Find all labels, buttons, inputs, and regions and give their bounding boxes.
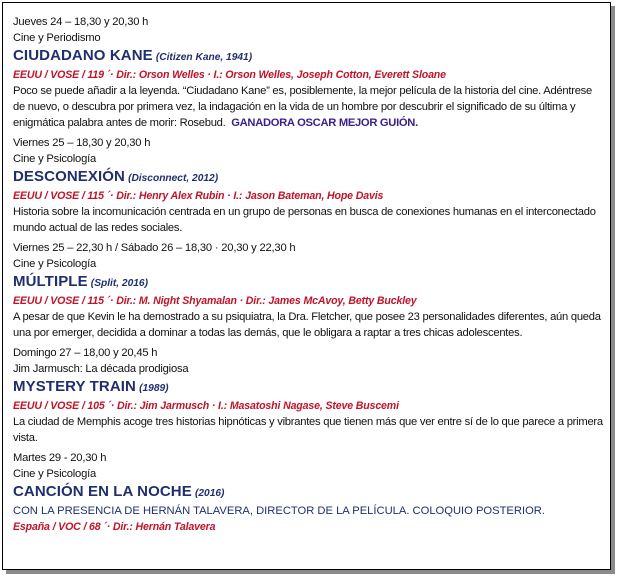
award-text: GANADORA OSCAR MEJOR GUIÓN. <box>231 117 418 129</box>
film-synopsis <box>13 83 603 131</box>
schedule-content <box>13 14 603 539</box>
event-citizen-kane <box>13 14 603 131</box>
film-synopsis: A pesar de que Kevin le ha demostrado a su psiquiatra, la Dra. Fletcher, que posee 23 personalidades diferentes, aún queda una por emerger, decidida a dominar a todas las demás, que le obligara a raptar a tres chicas adolescentes. <box>13 311 601 339</box>
synopsis-text: Poco se puede añadir a la leyenda. “Ciudadano Kane” es, posiblemente, la mejor película de la historia del cine. Adéntrese de nuevo, o descubra por primera vez, la indagación en la vida de un hombre por descubrir el significado de su última y enigmática palabra antes de morir: Rosebud. <box>13 85 592 129</box>
film-title: CIUDADANO KANE <box>13 47 153 64</box>
event-date: Jueves 24 – 18,30 y 20,30 h <box>13 16 149 28</box>
film-credits: EEUU / VOSE / 119 ´· Dir.: Orson Welles · I.: Orson Welles, Joseph Cotton, Everett Sloane <box>13 69 446 81</box>
film-extra-note: CON LA PRESENCIA DE HERNÁN TALAVERA, DIRECTOR DE LA PELÍCULA. COLOQUIO POSTERIOR. <box>13 505 545 517</box>
event-date: Domingo 27 – 18,00 y 20,45 h <box>13 347 158 359</box>
event-title-line <box>13 46 603 67</box>
event-cycle: Cine y Periodismo <box>13 32 101 44</box>
film-credits: EEUU / VOSE / 105 ´· Dir.: Jim Jarmusch · I.: Masatoshi Nagase, Steve Buscemi <box>13 400 399 412</box>
film-title: MÚLTIPLE <box>13 273 88 290</box>
film-title: MYSTERY TRAIN <box>13 378 136 395</box>
event-title-line <box>13 272 603 293</box>
film-original-title: (Citizen Kane, 1941) <box>155 52 253 63</box>
film-original-title: (Disconnect, 2012) <box>128 173 219 184</box>
event-cycle: Cine y Psicología <box>13 468 97 480</box>
event-cycle: Jim Jarmusch: La década prodigiosa <box>13 363 189 375</box>
event-date: Viernes 25 – 18,30 y 20,30 h <box>13 137 151 149</box>
event-title-line <box>13 167 603 188</box>
film-credits: EEUU / VOSE / 115 ´· Dir.: Henry Alex Rubin · I.: Jason Bateman, Hope Davis <box>13 190 384 202</box>
schedule-frame <box>2 2 611 570</box>
event-cycle: Cine y Psicología <box>13 153 97 165</box>
film-credits: EEUU / VOSE / 115 ´· Dir.: M. Night Shyamalan · Dir.: James McAvoy, Betty Buckley <box>13 295 417 307</box>
event-mystery-train <box>13 345 603 446</box>
film-title: CANCIÓN EN LA NOCHE <box>13 483 192 500</box>
event-title-line <box>13 482 603 503</box>
film-synopsis: Historia sobre la incomunicación centrada en un grupo de personas en busca de conexiones humanas en el interconectado mundo actual de las redes sociales. <box>13 206 596 234</box>
event-disconnect <box>13 135 603 236</box>
event-split <box>13 240 603 341</box>
event-cycle: Cine y Psicología <box>13 258 97 270</box>
film-title: DESCONEXIÓN <box>13 168 125 185</box>
film-synopsis: La ciudad de Memphis acoge tres historias hipnóticas y vibrantes que tienen más que ver entre sí de lo que parece a primera vista. <box>13 416 603 444</box>
film-original-title: (2016) <box>194 488 225 499</box>
event-title-line <box>13 377 603 398</box>
film-original-title: (Split, 2016) <box>90 278 148 289</box>
film-credits: España / VOC / 68 ´· Dir.: Hernán Talavera <box>13 521 216 533</box>
event-cancion-en-la-noche <box>13 450 603 535</box>
film-original-title: (1989) <box>139 383 169 394</box>
event-date: Martes 29 - 20,30 h <box>13 452 107 464</box>
event-date: Viernes 25 – 22,30 h / Sábado 26 – 18,30 · 20,30 y 22,30 h <box>13 242 296 254</box>
